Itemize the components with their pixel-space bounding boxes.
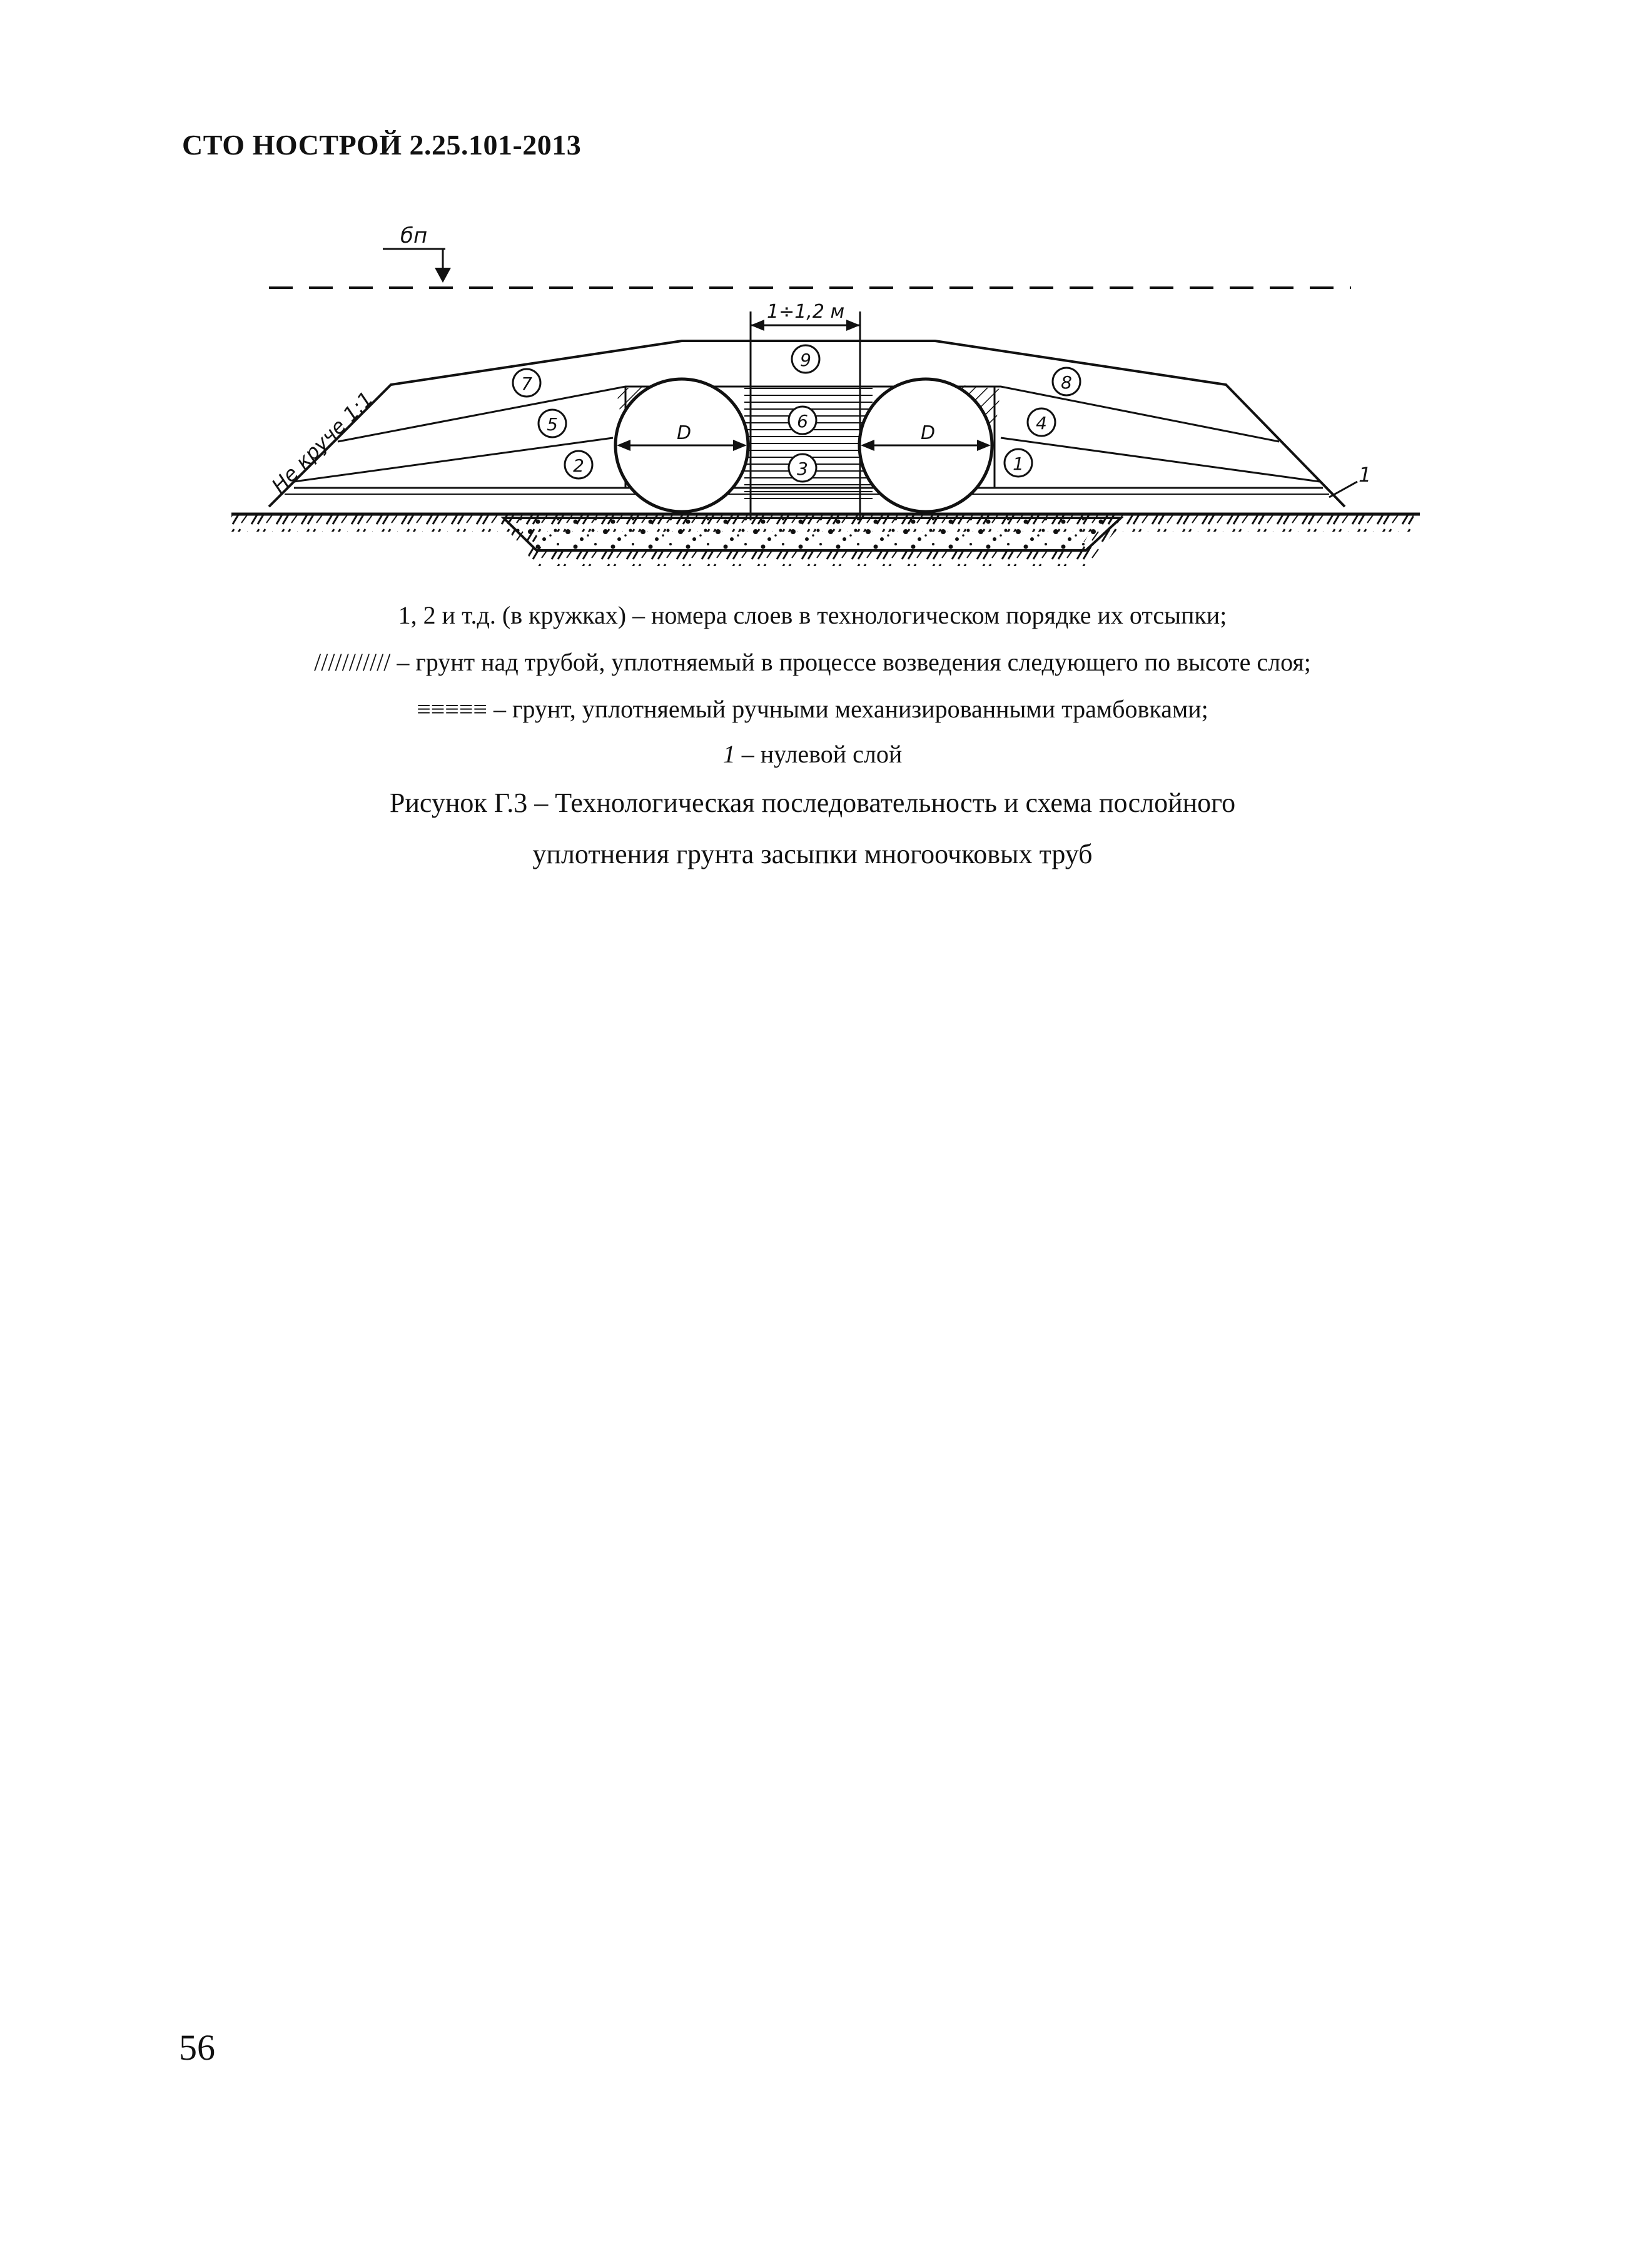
legend-zero-layer-number: 1	[722, 740, 736, 768]
top-label: бп	[400, 223, 428, 248]
svg-text:2: 2	[573, 455, 584, 476]
figure-caption-line-2: уплотнения грунта засыпки многоочковых труб	[532, 839, 1093, 869]
layer-marker-5	[539, 410, 566, 437]
pipe-label-left: D	[677, 422, 692, 444]
layer-marker-7	[513, 369, 540, 397]
layer-marker-4	[1028, 408, 1055, 436]
svg-text:3: 3	[797, 458, 808, 479]
compacted-fill-center	[744, 383, 873, 502]
dimension-label: 1÷1,2 м	[767, 301, 845, 323]
legend-line-zero-layer	[0, 739, 1625, 769]
zero-layer-callout	[1329, 463, 1371, 497]
legend-zero-layer-text: – нулевой слой	[735, 740, 903, 768]
page-number: 56	[179, 2027, 215, 2068]
legend-line-hatched: /////////// – грунт над трубой, уплотняемый в процессе возведения следующего по высоте слоя;	[314, 648, 1311, 676]
legend-compacted-symbol: ≡≡≡≡≡	[417, 695, 487, 723]
layer-marker-1	[1005, 449, 1032, 477]
figure-caption-line-1: Рисунок Г.3 – Технологическая последовательность и схема послойного	[389, 787, 1236, 818]
svg-text:1: 1	[1013, 453, 1024, 474]
zero-layer-label: 1	[1359, 463, 1372, 487]
svg-text:4: 4	[1036, 413, 1047, 433]
svg-text:6: 6	[797, 411, 808, 432]
legend-line-layer-numbers: 1, 2 и т.д. (в кружках) – номера слоев в технологическом порядке их отсыпки;	[398, 601, 1227, 629]
design-level-marker	[383, 223, 451, 283]
legend-line-compacted	[0, 694, 1625, 724]
layer-marker-8	[1053, 368, 1080, 395]
layer-marker-2	[565, 451, 592, 478]
layer-marker-9	[792, 345, 819, 373]
svg-text:5: 5	[547, 414, 558, 435]
layer-marker-3	[789, 454, 816, 482]
svg-text:7: 7	[521, 373, 532, 394]
pipe-label-right: D	[921, 422, 936, 444]
document-code-header: СТО НОСТРОЙ 2.25.101-2013	[182, 129, 582, 161]
slope-label: Не круче 1:1	[266, 387, 378, 498]
svg-text:8: 8	[1061, 372, 1072, 393]
legend-compacted-text: – грунт, уплотняемый ручными механизированными трамбовками;	[487, 695, 1208, 723]
svg-text:9: 9	[800, 350, 811, 370]
trench-foundation	[504, 518, 1121, 550]
layer-marker-6	[789, 407, 816, 434]
